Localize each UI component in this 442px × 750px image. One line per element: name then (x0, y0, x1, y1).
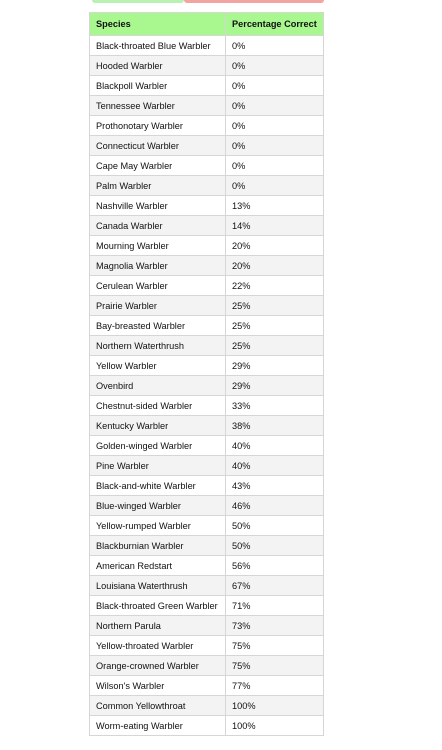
top-tab-green (92, 0, 184, 3)
table-row (90, 136, 324, 156)
species-cell: Tennessee Warbler (90, 96, 226, 116)
species-cell: Yellow-throated Warbler (90, 636, 226, 656)
table-row (90, 216, 324, 236)
species-cell: Canada Warbler (90, 216, 226, 236)
percentage-cell: 75% (226, 656, 324, 676)
percentage-cell: 40% (226, 436, 324, 456)
species-cell: Bay-breasted Warbler (90, 316, 226, 336)
table-row (90, 276, 324, 296)
percentage-cell: 0% (226, 56, 324, 76)
species-cell: Blackpoll Warbler (90, 76, 226, 96)
percentage-cell: 67% (226, 576, 324, 596)
species-cell: Ovenbird (90, 376, 226, 396)
species-cell: Black-and-white Warbler (90, 476, 226, 496)
percentage-cell: 46% (226, 496, 324, 516)
table-row (90, 656, 324, 676)
species-column-header: Species (90, 13, 226, 36)
species-cell: Connecticut Warbler (90, 136, 226, 156)
species-cell: Nashville Warbler (90, 196, 226, 216)
table-row (90, 496, 324, 516)
percentage-cell: 25% (226, 316, 324, 336)
percentage-column-header: Percentage Correct (226, 13, 324, 36)
percentage-cell: 22% (226, 276, 324, 296)
table-row (90, 96, 324, 116)
table-body (90, 36, 324, 736)
percentage-cell: 0% (226, 176, 324, 196)
table-row (90, 436, 324, 456)
species-cell: Chestnut-sided Warbler (90, 396, 226, 416)
percentage-cell: 56% (226, 556, 324, 576)
percentage-cell: 29% (226, 376, 324, 396)
percentage-cell: 40% (226, 456, 324, 476)
species-cell: Northern Waterthrush (90, 336, 226, 356)
species-cell: Black-throated Blue Warbler (90, 36, 226, 56)
percentage-cell: 0% (226, 96, 324, 116)
percentage-cell: 100% (226, 696, 324, 716)
table-row (90, 116, 324, 136)
percentage-cell: 20% (226, 256, 324, 276)
percentage-cell: 75% (226, 636, 324, 656)
percentage-cell: 50% (226, 516, 324, 536)
species-cell: Prothonotary Warbler (90, 116, 226, 136)
table-row (90, 196, 324, 216)
percentage-cell: 25% (226, 296, 324, 316)
species-cell: Orange-crowned Warbler (90, 656, 226, 676)
table-row (90, 316, 324, 336)
table-row (90, 356, 324, 376)
percentage-cell: 29% (226, 356, 324, 376)
table-row (90, 336, 324, 356)
table-row (90, 56, 324, 76)
species-cell: Yellow-rumped Warbler (90, 516, 226, 536)
species-cell: Kentucky Warbler (90, 416, 226, 436)
species-cell: Pine Warbler (90, 456, 226, 476)
table-row (90, 176, 324, 196)
table-row (90, 416, 324, 436)
table-row (90, 476, 324, 496)
species-cell: Magnolia Warbler (90, 256, 226, 276)
percentage-cell: 71% (226, 596, 324, 616)
percentage-cell: 13% (226, 196, 324, 216)
percentage-cell: 33% (226, 396, 324, 416)
species-cell: Blackburnian Warbler (90, 536, 226, 556)
table-row (90, 576, 324, 596)
species-cell: Cape May Warbler (90, 156, 226, 176)
percentage-cell: 0% (226, 136, 324, 156)
table-row (90, 236, 324, 256)
species-cell: Mourning Warbler (90, 236, 226, 256)
species-cell: Black-throated Green Warbler (90, 596, 226, 616)
table-row (90, 716, 324, 736)
table-row (90, 696, 324, 716)
species-cell: Golden-winged Warbler (90, 436, 226, 456)
table-row (90, 456, 324, 476)
species-cell: Prairie Warbler (90, 296, 226, 316)
table-row (90, 296, 324, 316)
table-header-row (90, 13, 324, 36)
percentage-cell: 100% (226, 716, 324, 736)
table-row (90, 616, 324, 636)
percentage-cell: 50% (226, 536, 324, 556)
percentage-cell: 0% (226, 156, 324, 176)
species-cell: Palm Warbler (90, 176, 226, 196)
table-row (90, 596, 324, 616)
species-cell: Blue-winged Warbler (90, 496, 226, 516)
table-row (90, 36, 324, 56)
percentage-cell: 25% (226, 336, 324, 356)
table-row (90, 76, 324, 96)
species-cell: Wilson's Warbler (90, 676, 226, 696)
table-row (90, 676, 324, 696)
percentage-cell: 0% (226, 76, 324, 96)
percentage-cell: 73% (226, 616, 324, 636)
percentage-cell: 38% (226, 416, 324, 436)
percentage-cell: 43% (226, 476, 324, 496)
table-row (90, 556, 324, 576)
table-row (90, 256, 324, 276)
percentage-cell: 77% (226, 676, 324, 696)
species-results-table (89, 12, 324, 736)
table-row (90, 636, 324, 656)
percentage-cell: 14% (226, 216, 324, 236)
table-row (90, 156, 324, 176)
top-tab-red (184, 0, 324, 3)
species-cell: Northern Parula (90, 616, 226, 636)
species-cell: Common Yellowthroat (90, 696, 226, 716)
species-cell: Yellow Warbler (90, 356, 226, 376)
table-row (90, 516, 324, 536)
table-row (90, 536, 324, 556)
percentage-cell: 0% (226, 36, 324, 56)
species-cell: Cerulean Warbler (90, 276, 226, 296)
table-row (90, 376, 324, 396)
species-cell: Louisiana Waterthrush (90, 576, 226, 596)
percentage-cell: 20% (226, 236, 324, 256)
species-cell: Worm-eating Warbler (90, 716, 226, 736)
percentage-cell: 0% (226, 116, 324, 136)
species-cell: American Redstart (90, 556, 226, 576)
species-cell: Hooded Warbler (90, 56, 226, 76)
table-row (90, 396, 324, 416)
